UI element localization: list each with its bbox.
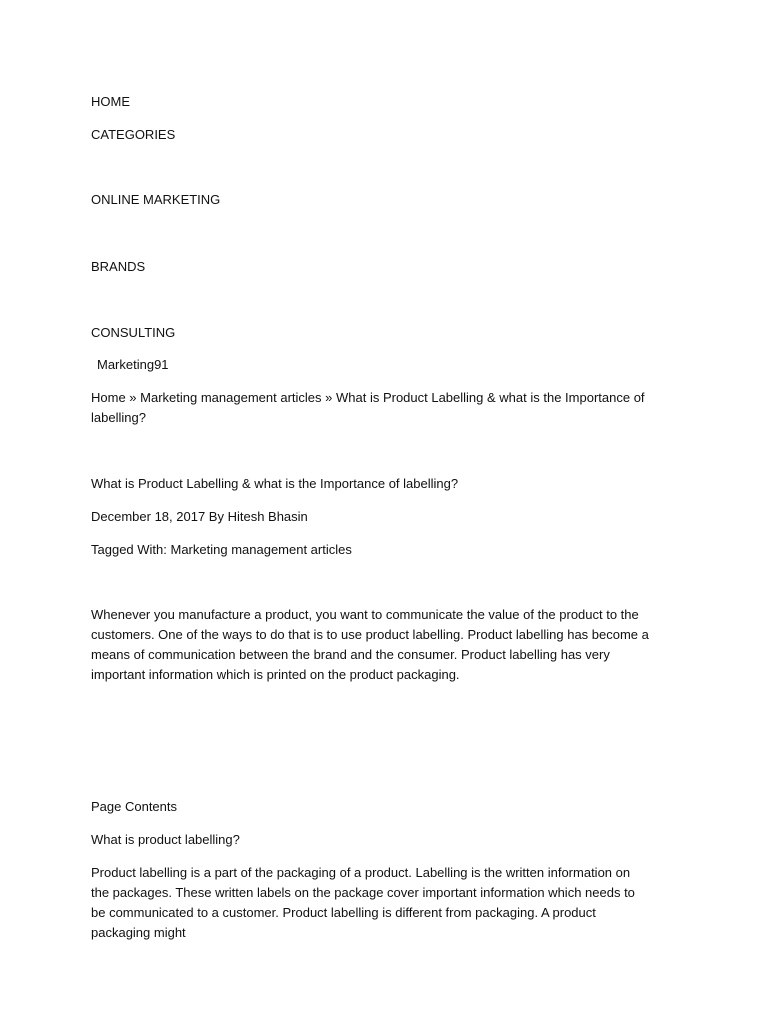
- tag-link[interactable]: Marketing management articles: [170, 542, 352, 557]
- breadcrumb-separator: »: [125, 390, 141, 405]
- section-heading: What is product labelling?: [91, 832, 240, 847]
- article-title: What is Product Labelling & what is the Importance of labelling?: [91, 476, 459, 491]
- breadcrumb-current: What is Product Labelling & what is the Importance of labelling?: [91, 390, 645, 425]
- intro-paragraph: Whenever you manufacture a product, you want to communicate the value of the product to the customers. One of the ways to do that is to use product labelling. Product labelling has become a means of communication between the brand and the consumer. Product labelling has very important information which is printed on the product packaging.: [91, 607, 649, 682]
- nav-brands[interactable]: BRANDS: [91, 259, 146, 274]
- nav-categories[interactable]: CATEGORIES: [91, 127, 176, 142]
- article-tags: [91, 540, 352, 560]
- section-paragraph: Product labelling is a part of the packaging of a product. Labelling is the written information on the packages. These written labels on the package cover important information which needs to be communicated to a customer. Product labelling is different from packaging. A product packaging might: [91, 865, 635, 940]
- nav-consulting[interactable]: CONSULTING: [91, 325, 176, 340]
- tagged-label: Tagged With:: [91, 542, 171, 557]
- nav-online-marketing[interactable]: ONLINE MARKETING: [91, 192, 221, 207]
- article-meta: December 18, 2017 By Hitesh Bhasin: [91, 509, 308, 524]
- site-logo-link[interactable]: Marketing91: [97, 357, 169, 372]
- breadcrumb-home[interactable]: Home: [91, 390, 126, 405]
- breadcrumb-category[interactable]: Marketing management articles: [140, 390, 322, 405]
- page-contents-heading: Page Contents: [91, 799, 178, 814]
- breadcrumb-separator: »: [321, 390, 336, 405]
- nav-home[interactable]: HOME: [91, 94, 130, 109]
- breadcrumb: [91, 388, 651, 428]
